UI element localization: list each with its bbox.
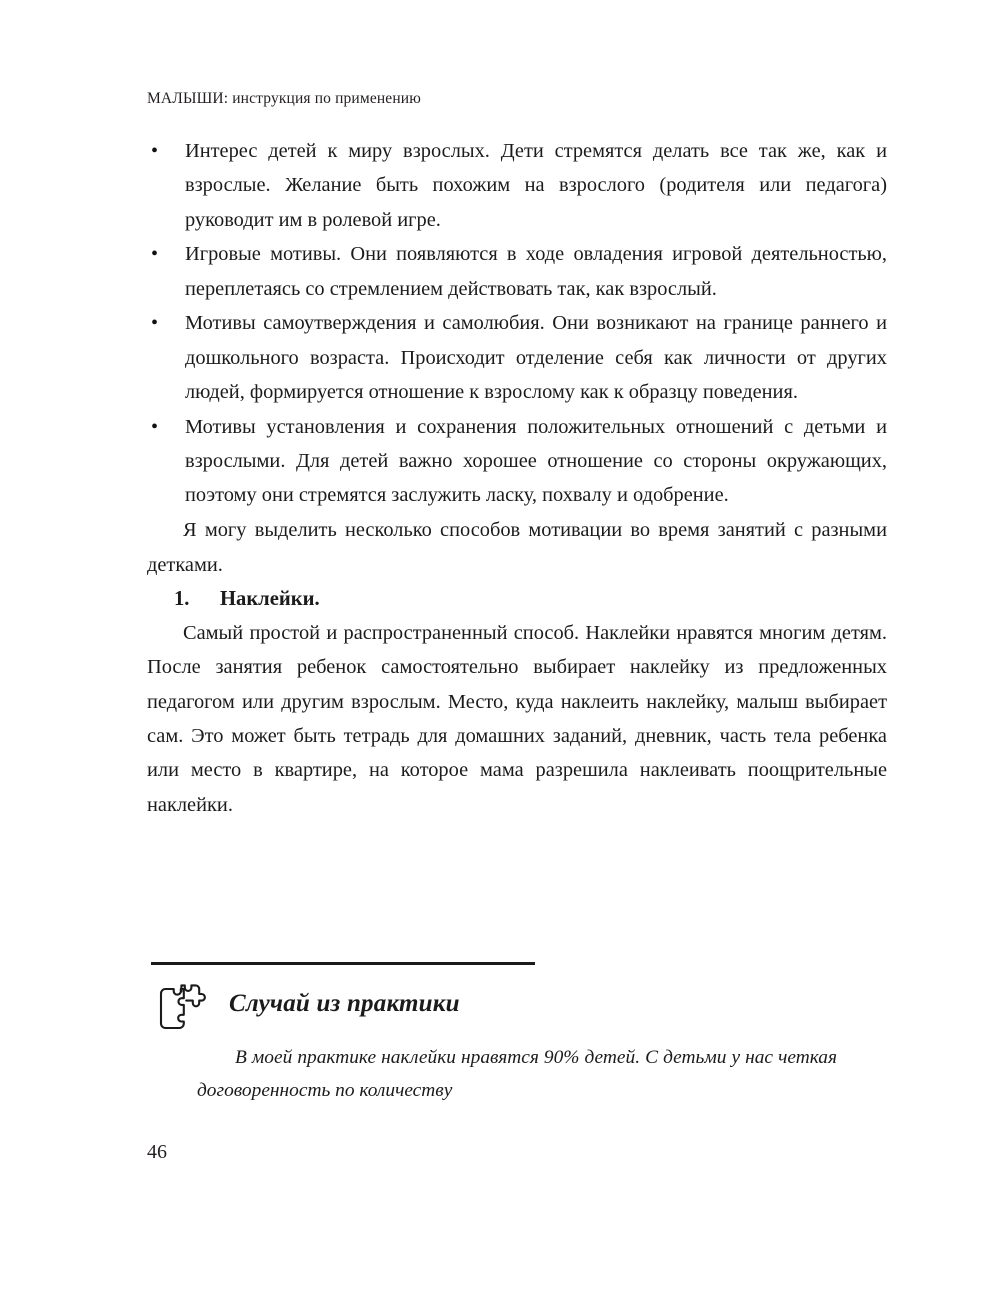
body-paragraph: Самый простой и распространенный способ. Наклейки нравятся многим детям. После занятия ребенок самостоятельно выбирает наклейку из предложенных педагогом или другим взрослым. Место, куда наклеить наклейку, малыш выбирает сам. Это может быть тетрадь для домашних заданий, дневник, часть тела ребенка или место в квартире, на которое мама разрешила наклеивать поощрительные наклейки. — [147, 622, 887, 816]
list-item — [147, 237, 887, 306]
list-item-text: Игровые мотивы. Они появляются в ходе овладения игровой деятельностью, переплетаясь со стремлением действовать так, как взрослый. — [185, 243, 887, 300]
callout-header — [147, 979, 887, 1029]
divider — [151, 962, 535, 965]
intro-paragraph: Я могу выделить несколько способов мотивации во время занятий с разными детками. — [147, 519, 887, 576]
callout-body-text: В моей практике наклейки нравятся 90% детей. С детьми у нас четкая договоренность по количеству — [197, 1047, 837, 1101]
bullet-marker-icon: • — [151, 140, 159, 162]
motivation-bullet-list — [147, 134, 887, 513]
heading-title: Наклейки. — [220, 587, 320, 610]
practice-case-callout — [147, 962, 887, 1107]
list-item-text: Мотивы установления и сохранения положительных отношений с детьми и взрослыми. Для детей важно хорошее отношение со стороны окружающих, поэтому они стремятся заслужить ласку, похвалу и одобрение. — [185, 415, 887, 507]
list-item-text: Мотивы самоутверждения и самолюбия. Они возникают на границе раннего и дошкольного возраста. Происходит отделение себя как личности от других людей, формируется отношение к взрослому как к образцу поведения. — [185, 312, 887, 404]
numbered-heading — [147, 582, 887, 616]
bullet-marker-icon: • — [151, 312, 159, 335]
heading-number: 1. — [174, 587, 190, 610]
list-item-text: Интерес детей к миру взрослых. Дети стремятся делать все так же, как и взрослые. Желание быть похожим на взрослого (родителя или педагога) руководит им в ролевой игре. — [185, 140, 887, 231]
puzzle-icon — [155, 979, 207, 1029]
running-header: МАЛЫШИ: инструкция по применению — [147, 90, 421, 107]
page-number: 46 — [147, 1141, 167, 1163]
list-item — [147, 306, 887, 409]
list-item — [147, 410, 887, 513]
list-item — [147, 134, 887, 237]
bullet-marker-icon: • — [151, 415, 159, 438]
bullet-marker-icon: • — [151, 243, 159, 266]
callout-title: Случай из практики — [229, 990, 460, 1017]
text-column — [147, 134, 887, 822]
